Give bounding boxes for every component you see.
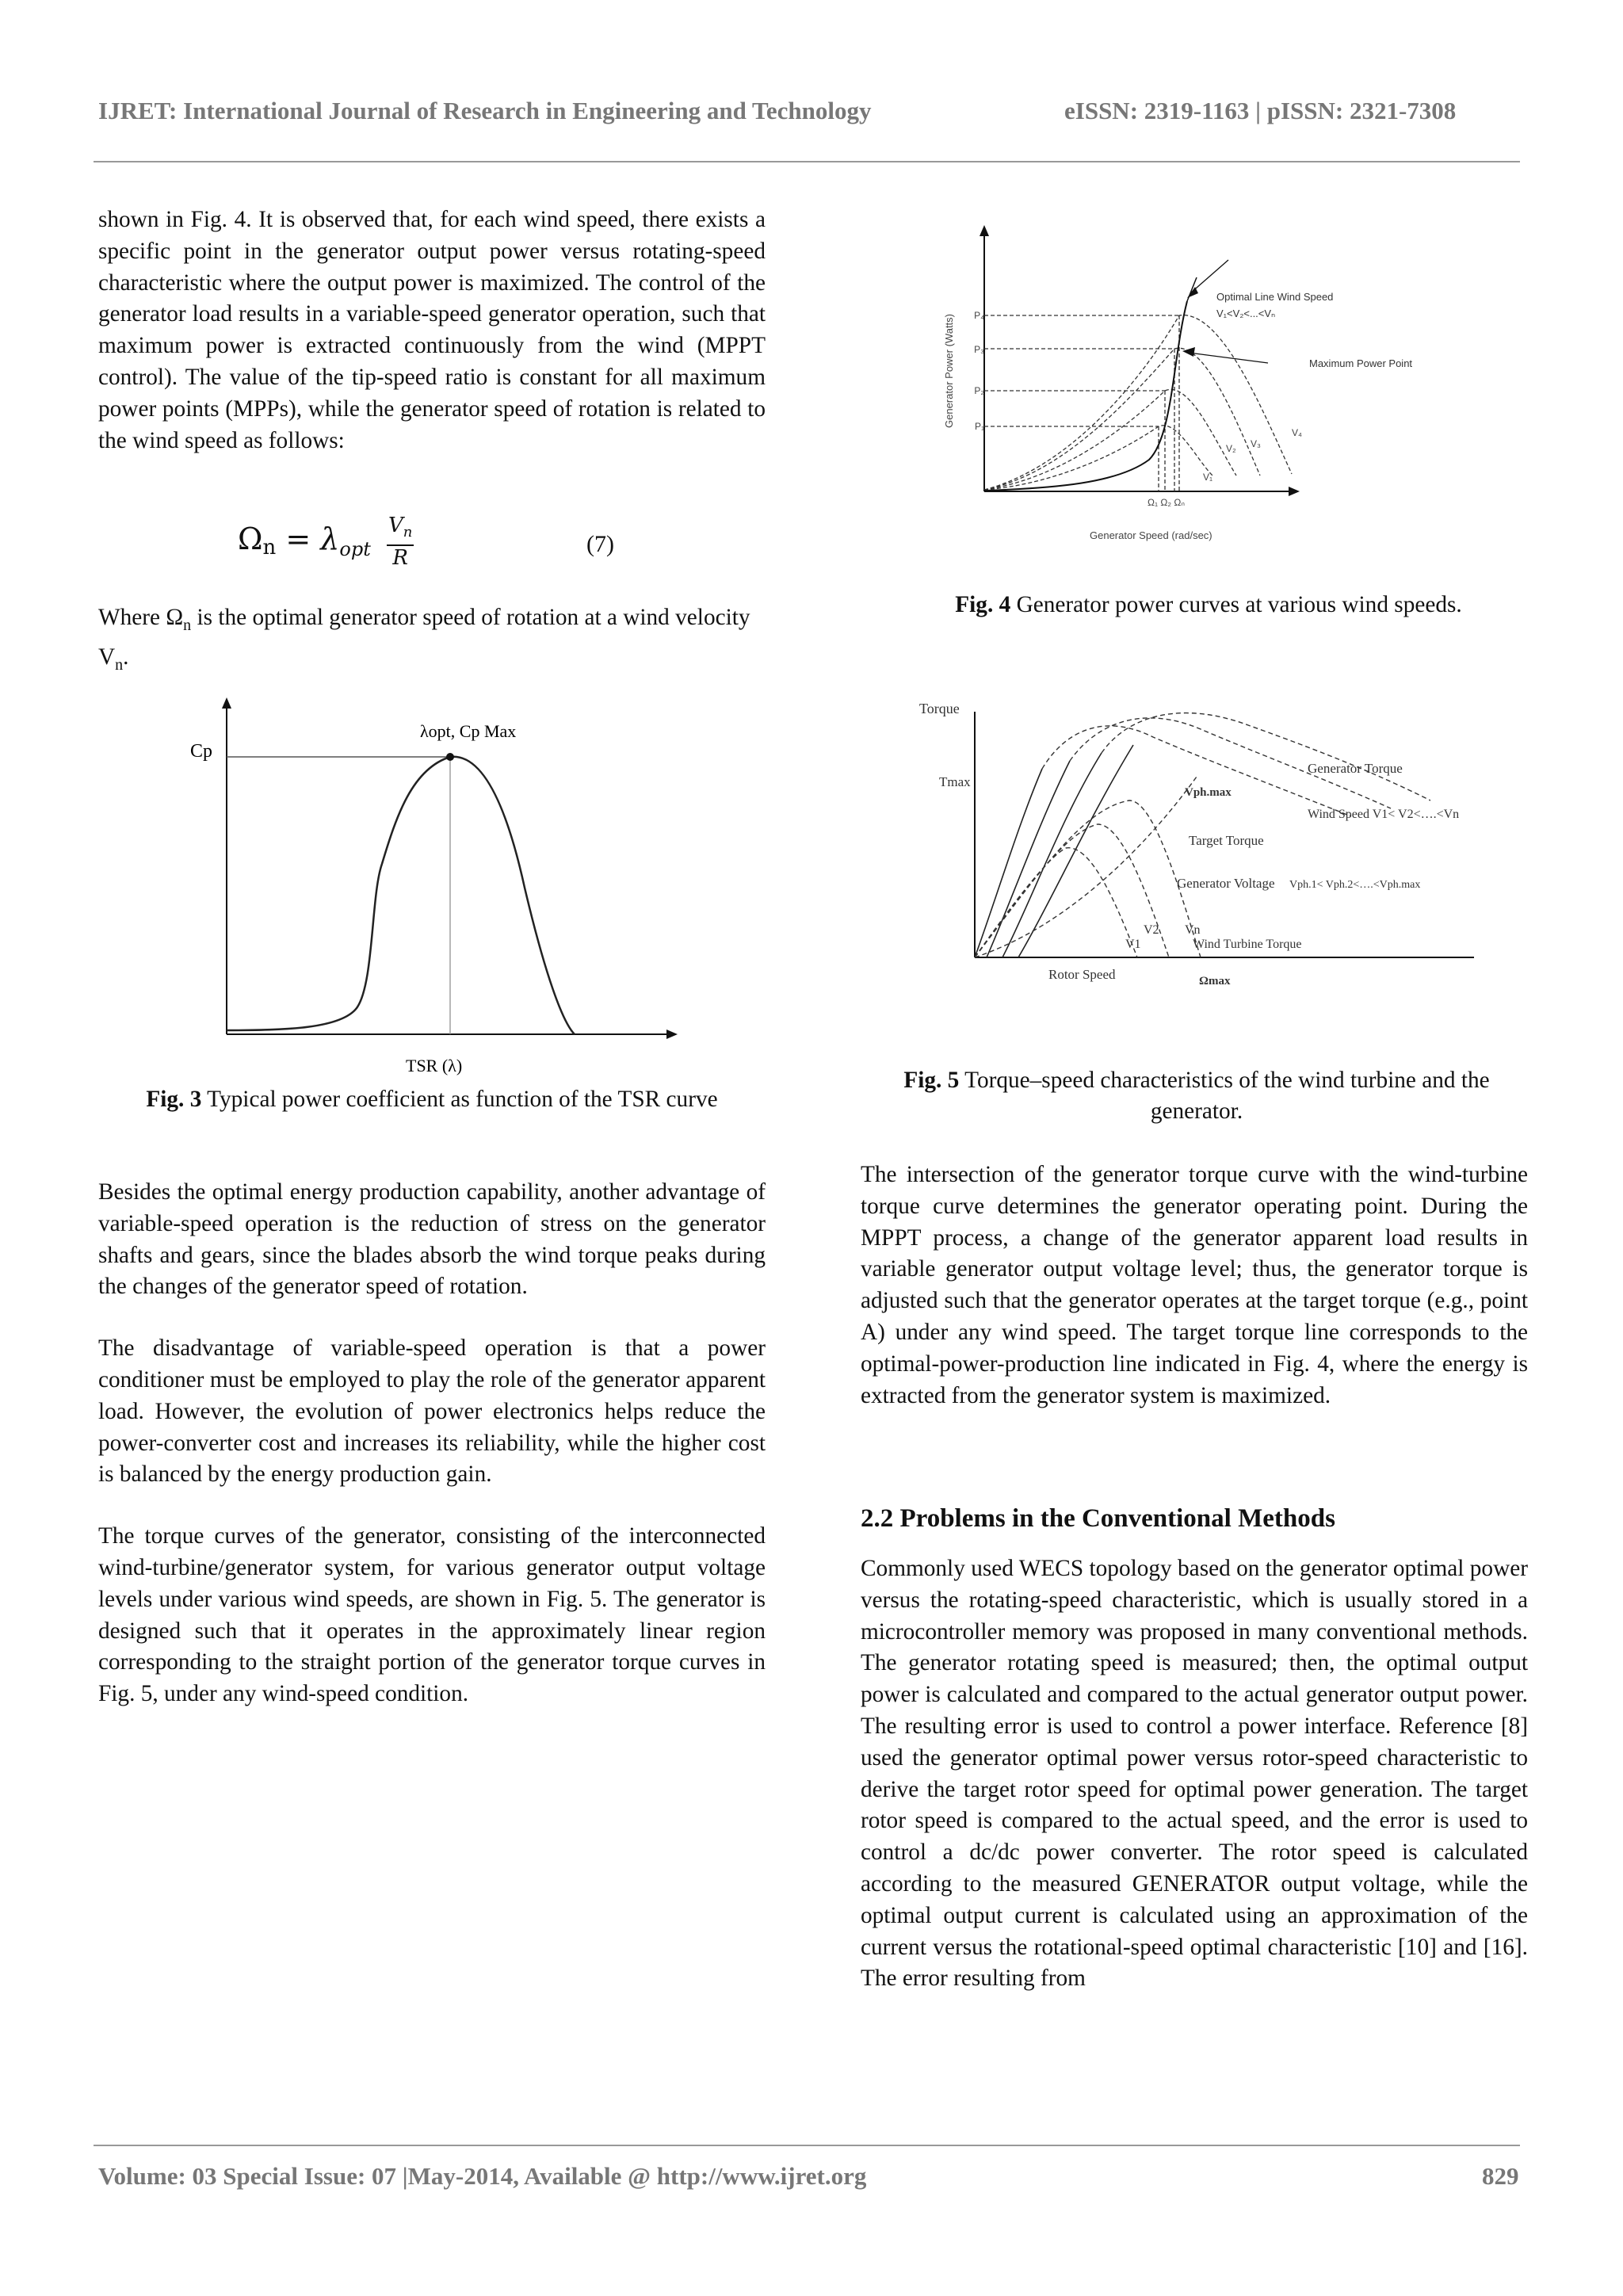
fig3-ylabel: Cp — [190, 741, 213, 762]
paragraph-besides: Besides the optimal energy production capability, another advantage of variable-speed operation is the reduction of stress on the generator shafts and gears, since the blades absorb the wind torque peaks during the changes of the generator speed of rotation. — [98, 1179, 766, 1300]
fig4-omega-ticks: Ω₁ Ω₂ Ωₙ — [1148, 497, 1186, 508]
fig5-vn: Vn — [1185, 923, 1201, 937]
fig3-caption: Fig. 3 Typical power coefficient as function of the TSR curve — [146, 1087, 718, 1112]
fig5-wind-speed: Wind Speed V1< V2<….<Vn — [1308, 808, 1460, 821]
fig4-p4: P₄ — [974, 310, 984, 321]
fig5-target-torque: Target Torque — [1189, 833, 1264, 848]
fig3-xlabel: TSR (λ) — [406, 1056, 463, 1075]
fig5-vph-max: Vph.max — [1185, 786, 1232, 799]
fig3-peak-label: λopt, Cp Max — [420, 721, 517, 741]
fig4-v2: V₂ — [1226, 443, 1236, 454]
fig4-xlabel: Generator Speed (rad/sec) — [1090, 529, 1212, 541]
fig5-caption: Fig. 5 Torque–speed characteristics of the wind turbine and the generator. — [903, 1068, 1490, 1124]
paragraph-disadvantage: The disadvantage of variable-speed operation is that a power conditioner must be employed to play the role of the generator apparent load. However, the evolution of power electronics helps reduce the power-converter cost and increases its reliability, while the higher cost is balanced by the energy production gain. — [98, 1335, 766, 1488]
fig5-voltage-order: Vph.1< Vph.2<….<Vph.max — [1289, 879, 1421, 891]
fig4-p1: P₁ — [974, 421, 984, 432]
fig4-v1: V₁ — [1203, 472, 1213, 483]
left-paragraph-1: shown in Fig. 4. It is observed that, for each wind speed, there exists a specific point in the generator output power versus rotating-speed characteristic where the output power is maximized. The control of the generator load results in a variable-speed generator operation, such that maximum power is extracted continuously from the wind (MPPT control). The value of the tip-speed ratio is constant for all maximum power points (MPPs), while the generator speed of rotation is related to the wind speed as follows: — [98, 207, 766, 453]
fig4-caption: Fig. 4 Generator power curves at various wind speeds. — [955, 592, 1462, 617]
fig3-peak-point — [446, 753, 454, 761]
section-title: 2.2 Problems in the Conventional Methods — [861, 1504, 1335, 1533]
page-number: 829 — [1482, 2162, 1519, 2190]
fig5-v2: V2 — [1144, 923, 1159, 937]
fig5-rotor-speed: Rotor Speed — [1048, 967, 1116, 982]
footer-volume: Volume: 03 Special Issue: 07 |May-2014, Available @ http://www.ijret.org — [98, 2162, 867, 2190]
fig5-torque-speed — [907, 690, 1526, 999]
fig4-ylabel: Generator Power (Watts) — [943, 313, 955, 428]
paragraph-torque-curves: The torque curves of the generator, consisting of the interconnected wind-turbine/generator system, for various generator output voltage levels under various wind speeds, are shown in Fig. 5. The generator is designed such that it operates in the approximately linear region corresponding to the straight portion of the generator torque curves in Fig. 5, under any wind-speed condition. — [98, 1523, 766, 1707]
fig4-power-curves — [935, 222, 1553, 555]
fig4-mpp-label: Maximum Power Point — [1309, 357, 1413, 369]
fig5-gen-voltage: Generator Voltage — [1177, 876, 1275, 891]
footer-rule — [94, 2145, 1520, 2146]
fig3-cp-curve — [158, 697, 682, 1078]
fig4-v3: V₃ — [1251, 438, 1261, 449]
fig4-speed-order: V₁<V₂<...<Vₙ — [1216, 308, 1276, 319]
fig5-torque-label: Torque — [919, 701, 960, 716]
fig5-wt-torque: Wind Turbine Torque — [1193, 938, 1302, 951]
right-paragraph-common: Commonly used WECS topology based on the generator optimal power versus the rotating-speed characteristic, which is usually stored in a microcontroller memory was proposed in many conventional methods. The generator rotating speed is measured; then, the optimal output power is calculated and compared to the actual generator output power. The resulting error is used to control a power interface. Reference [8] used the generator optimal power versus rotor-speed characteristic to derive the target rotor speed for optimal power generation. The target rotor speed is compared to the actual speed, and the error is used to control a dc/dc power converter. The rotor speed is calculated according to the measured GENERATOR output voltage, while the optimal output current is calculated using an approximation of the current versus the rotational-speed optimal characteristic [10] and [16]. The error resulting from — [861, 1556, 1528, 1992]
journal-title: IJRET: International Journal of Research in Engineering and Technology — [98, 97, 872, 124]
where-paragraph: Where $\Omega_n$ is the optimal generator speed of rotation at a wind velocity $V_n$. — [98, 605, 750, 674]
right-paragraph-intersection: The intersection of the generator torque curve with the wind-turbine torque curve determines the generator operating point. During the MPPT process, a change of the generator apparent load results in variable generator output voltage level; thus, the generator torque is adjusted such that the generator operates at the target torque (e.g., point A) under any wind speed. The target torque line corresponds to the optimal-power-production line indicated in Fig. 4, where the energy is extracted from the generator system is maximized. — [861, 1162, 1528, 1408]
fig5-gen-torque: Generator Torque — [1308, 761, 1403, 776]
fig5-v1: V1 — [1125, 938, 1141, 951]
left-paragraphs-lower — [98, 1177, 766, 1740]
fig4-p3: P₃ — [974, 344, 984, 355]
equation-7: $\Omega n = \lambda_{opt}$ $\frac{V_n}{R}$ — [238, 514, 413, 571]
header-rule — [94, 161, 1520, 162]
fig4-optimal-line-label: Optimal Line Wind Speed — [1216, 291, 1334, 303]
fig3-curve — [227, 757, 575, 1034]
fig5-omega-max: Ωmax — [1199, 975, 1231, 988]
issn: eISSN: 2319-1163 | pISSN: 2321-7308 — [1064, 97, 1457, 124]
equation-number: (7) — [586, 531, 614, 557]
fig5-tmax: Tmax — [939, 774, 971, 789]
fig4-v4: V₄ — [1292, 427, 1302, 438]
fig4-p2: P₂ — [974, 385, 984, 396]
